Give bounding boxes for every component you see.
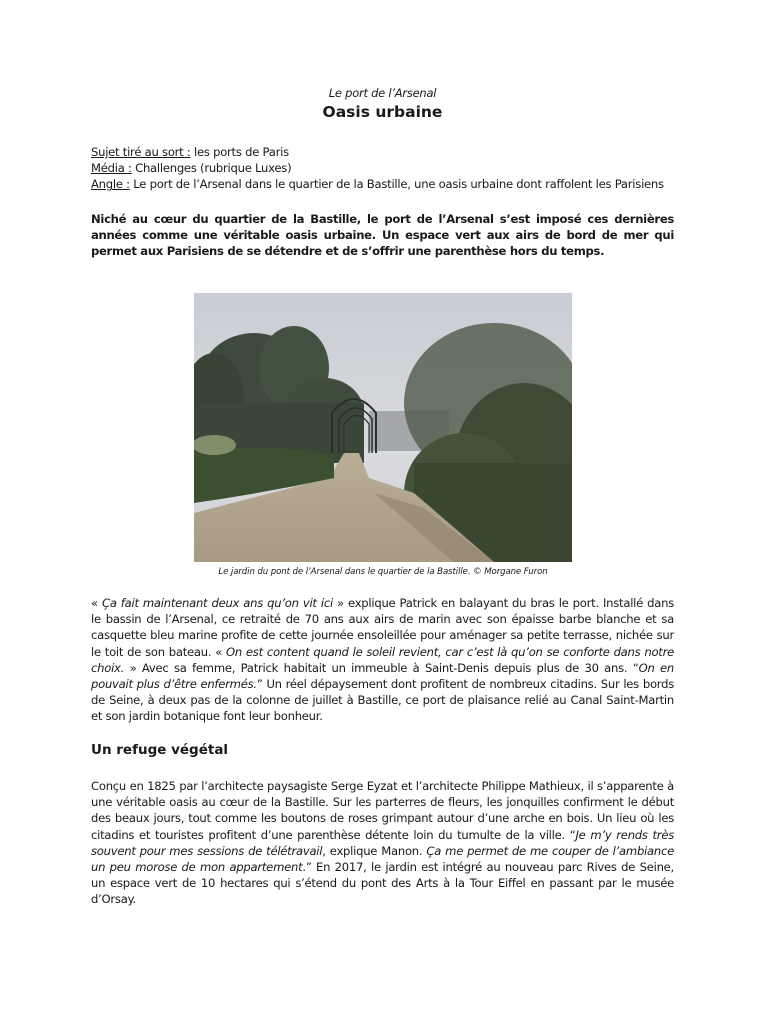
quote-patrick-2: On est content quand le soleil revient, car c’est là qu’on se conforte dans notre choix. bbox=[91, 644, 674, 675]
article-figure bbox=[194, 293, 572, 578]
meta-angle-label: Angle : bbox=[91, 177, 130, 192]
quote-manon-2: Ça me permet de me couper de l’ambiance un peu morose de mon appartement bbox=[91, 843, 674, 875]
paragraph-text: , explique Manon. bbox=[322, 843, 427, 858]
garden-photo bbox=[194, 293, 572, 562]
article-meta bbox=[91, 144, 674, 193]
meta-subject bbox=[91, 144, 674, 160]
meta-media bbox=[91, 160, 674, 176]
quote-open: « bbox=[91, 596, 102, 610]
paragraph-text: ” Un réel dépaysement dont profitent de nombreux citadins. Sur les bords de Seine, à deux pas de la colonne de juillet à Bastille, ce port de plaisance relié au Canal Saint-Martin et son jardin botanique font leur bonheur. bbox=[91, 677, 675, 724]
meta-subject-value: les ports de Paris bbox=[190, 145, 289, 159]
quote-patrick-3: On en pouvait plus d’être enfermés. bbox=[91, 660, 675, 692]
paragraph-text: explique Patrick en balayant du bras le port. Installé dans le bassin de l’Arsenal, ce retraité de 70 ans aux airs de marin avec son épaisse barbe blanche et sa casquette bleu marine profite de cette journée ensoleillée pour aménager sa petite terrasse, nichée sur le toit de son bateau. « bbox=[91, 596, 675, 659]
meta-media-label: Média : bbox=[91, 161, 132, 176]
article-kicker: Le port de l’Arsenal bbox=[328, 86, 437, 100]
article-title: Oasis urbaine bbox=[322, 103, 443, 121]
paragraph-text: » Avec sa femme, Patrick habitait un immeuble à Saint-Denis depuis plus de 30 ans. “ bbox=[124, 660, 639, 675]
meta-media-value: Challenges (rubrique Luxes) bbox=[131, 161, 292, 176]
paragraph-refuge bbox=[91, 778, 674, 908]
section-heading: Un refuge végétal bbox=[91, 742, 229, 758]
meta-subject-label: Sujet tiré au sort : bbox=[91, 145, 191, 159]
photo-caption: Le jardin du pont de l’Arsenal dans le quartier de la Bastille. © Morgane Furon bbox=[218, 567, 548, 577]
quote-patrick-1: Ça fait maintenant deux ans qu’on vit ici bbox=[101, 596, 333, 610]
paragraph-text: .” En 2017, le jardin est intégré au nouveau parc Rives de Seine, un espace vert de 10 hectares qui s’étend du pont des Arts à la Tour Eiffel en passant par le musée d’Orsay. bbox=[91, 860, 674, 907]
document-page bbox=[91, 85, 675, 907]
quote-close: » bbox=[332, 596, 344, 610]
quote-manon-1: Je m’y rends très souvent pour mes sessions de télétravail bbox=[91, 827, 674, 858]
meta-angle bbox=[91, 176, 674, 192]
article-lead: Niché au cœur du quartier de la Bastille, le port de l’Arsenal s’est imposé ces dernières années comme une véritable oasis urbaine. Un espace vert aux airs de bord de mer qui permet aux Parisiens de se détendre et de s’offrir une parenthèse hors du temps. bbox=[91, 211, 674, 259]
paragraph-text: Conçu en 1825 par l’architecte paysagiste Serge Eyzat et l’architecte Philippe Mathieux, il s’apparente à une véritable oasis au cœur de la Bastille. Sur les parterres de fleurs, les jonquilles confirment le début des beaux jours, tout comme les boutons de roses grimpant autour d’une arche en bois. Un lieu où les citadins et touristes profitent d’une parenthèse détente loin du tumulte de la ville. “ bbox=[91, 779, 674, 842]
paragraph-patrick bbox=[91, 595, 674, 725]
meta-angle-value: Le port de l’Arsenal dans le quartier de la Bastille, une oasis urbaine dont raffolent les Parisiens bbox=[129, 177, 664, 192]
